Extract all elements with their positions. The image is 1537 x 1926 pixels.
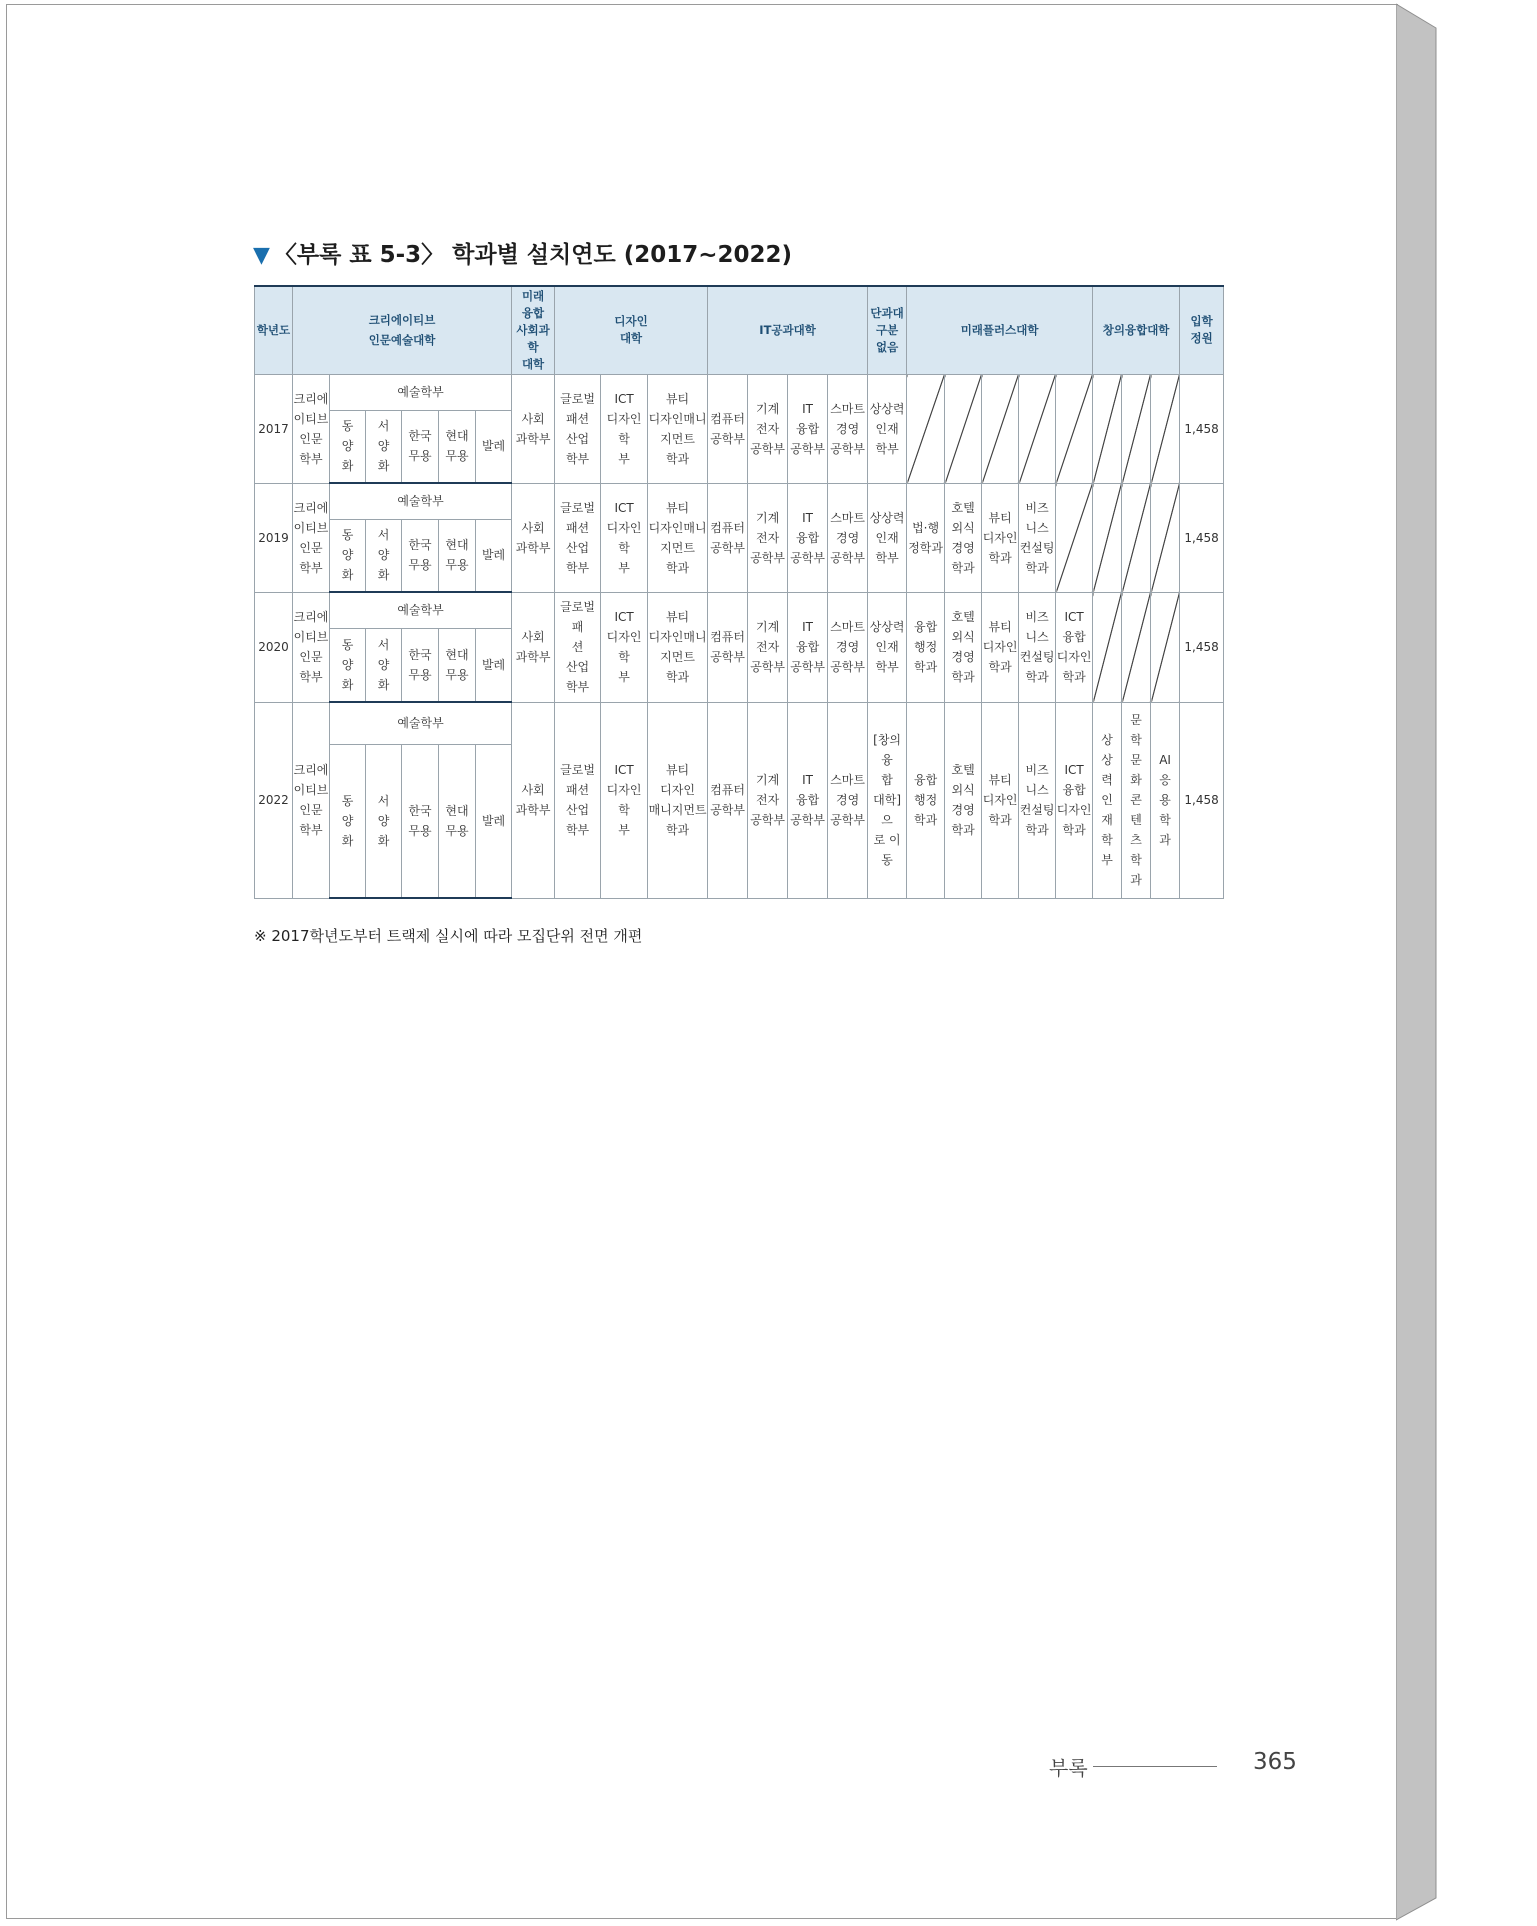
design-dept-cell: 글로벌패 션 산업 학부 (555, 592, 601, 702)
art-major-cell: 발레 (476, 410, 512, 483)
it-dept-cell: 기계 전자 공학부 (748, 374, 788, 483)
art-major-cell: 동 양 화 (330, 519, 366, 592)
art-faculty-cell: 예술학부 (330, 374, 512, 410)
installation-year-table (254, 285, 1224, 899)
it-dept-cell: IT 융합 공학부 (788, 592, 828, 702)
future-plus-dept-cell: 비즈 니스 컨설팅 학과 (1019, 483, 1056, 592)
art-major-cell: 서 양 화 (366, 744, 402, 898)
creative-faculty-cell: 크리에 이티브 인문 학부 (293, 592, 330, 702)
future-plus-dept-cell: 법·행 정학과 (907, 483, 945, 592)
future-plus-dept-cell: 융합 행정 학과 (907, 592, 945, 702)
not-established-cell (907, 374, 945, 483)
art-major-cell: 발레 (476, 519, 512, 592)
convergence-dept-cell: AI 응 용 학 과 (1151, 702, 1180, 898)
no-college-cell: [창의융 합 대학]으 로 이동 (868, 702, 907, 898)
not-established-cell (1151, 374, 1180, 483)
creative-faculty-cell: 크리에 이티브 인문 학부 (293, 483, 330, 592)
header-year: 학년도 (255, 286, 293, 374)
art-major-cell: 한국 무용 (402, 410, 439, 483)
no-college-cell: 상상력 인재 학부 (868, 483, 907, 592)
design-dept-cell: ICT 디자인학 부 (601, 592, 648, 702)
art-major-cell: 서 양 화 (366, 519, 402, 592)
future-plus-dept-cell: 뷰티 디자인 학과 (982, 483, 1019, 592)
design-dept-cell: 뷰티 디자인매니 지먼트 학과 (648, 374, 708, 483)
design-dept-cell: ICT 디자인학 부 (601, 702, 648, 898)
art-major-cell: 한국 무용 (402, 744, 439, 898)
it-dept-cell: 기계 전자 공학부 (748, 483, 788, 592)
triangle-bullet-icon: ▼ (253, 243, 270, 268)
not-established-cell (1151, 483, 1180, 592)
convergence-dept-cell: 상 상 력 인 재 학 부 (1093, 702, 1122, 898)
table-title-text: 〈부록 표 5-3〉 학과별 설치연도 (2017~2022) (273, 242, 793, 268)
future-plus-dept-cell: 호텔 외식 경영 학과 (945, 702, 982, 898)
art-faculty-cell: 예술학부 (330, 592, 512, 628)
not-established-cell (1151, 592, 1180, 702)
art-major-cell: 서 양 화 (366, 628, 402, 702)
creative-faculty-cell: 크리에 이티브 인문 학부 (293, 374, 330, 483)
no-college-cell: 상상력 인재 학부 (868, 374, 907, 483)
header-design-college: 디자인 대학 (555, 286, 708, 374)
quota-cell: 1,458 (1180, 592, 1224, 702)
header-future-social-college: 미래 융합 사회과학 대학 (512, 286, 555, 374)
design-dept-cell: 뷰티 디자인매니 지먼트 학과 (648, 592, 708, 702)
future-plus-dept-cell: ICT 융합 디자인 학과 (1056, 702, 1093, 898)
future-plus-dept-cell: ICT 융합 디자인 학과 (1056, 592, 1093, 702)
art-major-cell: 서 양 화 (366, 410, 402, 483)
social-science-cell: 사회 과학부 (512, 483, 555, 592)
it-dept-cell: 컴퓨터 공학부 (708, 702, 748, 898)
page-number: 365 (1253, 1749, 1297, 1775)
not-established-cell (1019, 374, 1056, 483)
future-plus-dept-cell: 뷰티 디자인 학과 (982, 702, 1019, 898)
quota-cell: 1,458 (1180, 702, 1224, 898)
future-plus-dept-cell: 비즈 니스 컨설팅 학과 (1019, 702, 1056, 898)
not-established-cell (1056, 483, 1093, 592)
future-plus-dept-cell: 뷰티 디자인 학과 (982, 592, 1019, 702)
it-dept-cell: 기계 전자 공학부 (748, 592, 788, 702)
it-dept-cell: 스마트 경영 공학부 (828, 374, 868, 483)
footer-section-label: 부록 (1049, 1756, 1088, 1780)
future-plus-dept-cell: 비즈 니스 컨설팅 학과 (1019, 592, 1056, 702)
art-major-cell: 현대 무용 (439, 628, 476, 702)
art-major-cell: 현대 무용 (439, 519, 476, 592)
creative-faculty-cell: 크리에 이티브 인문 학부 (293, 702, 330, 898)
design-dept-cell: 글로벌 패션 산업 학부 (555, 374, 601, 483)
year-cell: 2020 (255, 592, 293, 702)
art-major-cell: 동 양 화 (330, 410, 366, 483)
not-established-cell (1122, 374, 1151, 483)
table-row (255, 374, 1224, 410)
it-dept-cell: 기계 전자 공학부 (748, 702, 788, 898)
future-plus-dept-cell: 융합 행정 학과 (907, 702, 945, 898)
header-row (255, 286, 1224, 374)
table-row (255, 702, 1224, 744)
convergence-dept-cell: 문 학 문 화 콘 텐 츠 학 과 (1122, 702, 1151, 898)
art-major-cell: 동 양 화 (330, 744, 366, 898)
art-major-cell: 현대 무용 (439, 744, 476, 898)
it-dept-cell: IT 융합 공학부 (788, 374, 828, 483)
design-dept-cell: 글로벌 패션 산업 학부 (555, 483, 601, 592)
header-quota: 입학 정원 (1180, 286, 1224, 374)
it-dept-cell: 컴퓨터 공학부 (708, 483, 748, 592)
design-dept-cell: ICT 디자인학 부 (601, 483, 648, 592)
no-college-cell: 상상력 인재 학부 (868, 592, 907, 702)
art-major-cell: 동 양 화 (330, 628, 366, 702)
table-body (255, 374, 1224, 898)
header-convergence-college: 창의융합대학 (1093, 286, 1180, 374)
header-it-college: IT공과대학 (708, 286, 868, 374)
table-row (255, 592, 1224, 628)
design-dept-cell: ICT 디자인학 부 (601, 374, 648, 483)
table-title (253, 236, 792, 269)
it-dept-cell: 스마트 경영 공학부 (828, 483, 868, 592)
header-future-plus-college: 미래플러스대학 (907, 286, 1093, 374)
social-science-cell: 사회 과학부 (512, 374, 555, 483)
it-dept-cell: 컴퓨터 공학부 (708, 374, 748, 483)
it-dept-cell: IT 융합 공학부 (788, 483, 828, 592)
it-dept-cell: 컴퓨터 공학부 (708, 592, 748, 702)
not-established-cell (1056, 374, 1093, 483)
it-dept-cell: IT 융합 공학부 (788, 702, 828, 898)
quota-cell: 1,458 (1180, 483, 1224, 592)
not-established-cell (982, 374, 1019, 483)
design-dept-cell: 뷰티 디자인매니 지먼트 학과 (648, 483, 708, 592)
design-dept-cell: 뷰티 디자인 매니지먼트 학과 (648, 702, 708, 898)
not-established-cell (1093, 592, 1122, 702)
year-cell: 2019 (255, 483, 293, 592)
art-faculty-cell: 예술학부 (330, 702, 512, 744)
header-creative-college: 크리에이티브 인문예술대학 (293, 286, 512, 374)
year-cell: 2022 (255, 702, 293, 898)
header-no-college: 단과대 구분 없음 (868, 286, 907, 374)
page-edge-shadow (1396, 0, 1446, 1926)
art-faculty-cell: 예술학부 (330, 483, 512, 519)
future-plus-dept-cell: 호텔 외식 경영 학과 (945, 483, 982, 592)
social-science-cell: 사회 과학부 (512, 592, 555, 702)
future-plus-dept-cell: 호텔 외식 경영 학과 (945, 592, 982, 702)
art-major-cell: 한국 무용 (402, 628, 439, 702)
art-major-cell: 발레 (476, 628, 512, 702)
it-dept-cell: 스마트 경영 공학부 (828, 702, 868, 898)
art-major-cell: 한국 무용 (402, 519, 439, 592)
not-established-cell (1093, 374, 1122, 483)
footer-divider (1093, 1766, 1217, 1767)
it-dept-cell: 스마트 경영 공학부 (828, 592, 868, 702)
not-established-cell (1093, 483, 1122, 592)
quota-cell: 1,458 (1180, 374, 1224, 483)
not-established-cell (1122, 483, 1151, 592)
table-container (254, 285, 1218, 899)
not-established-cell (945, 374, 982, 483)
year-cell: 2017 (255, 374, 293, 483)
not-established-cell (1122, 592, 1151, 702)
art-major-cell: 현대 무용 (439, 410, 476, 483)
art-major-cell: 발레 (476, 744, 512, 898)
table-footnote: ※ 2017학년도부터 트랙제 실시에 따라 모집단위 전면 개편 (254, 927, 643, 945)
design-dept-cell: 글로벌 패션 산업 학부 (555, 702, 601, 898)
social-science-cell: 사회 과학부 (512, 702, 555, 898)
table-row (255, 483, 1224, 519)
